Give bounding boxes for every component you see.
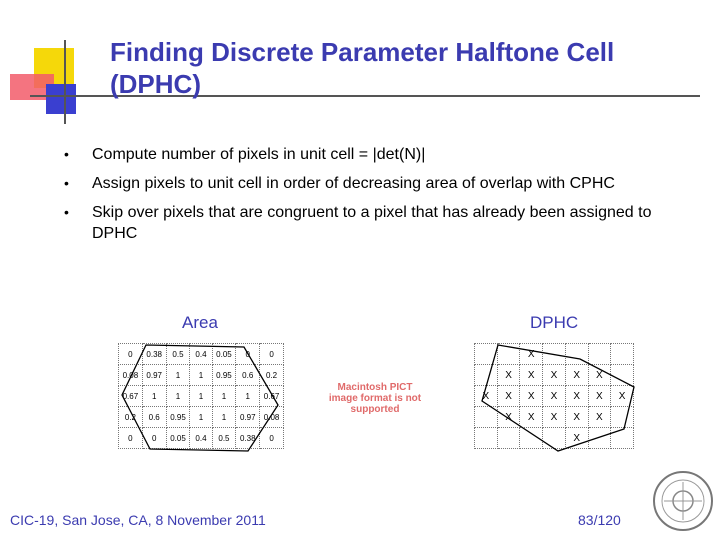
area-cell: 0	[142, 428, 166, 449]
area-cell: 0.5	[212, 428, 236, 449]
dphc-figure-title: DPHC	[530, 313, 579, 332]
area-cell: 0.38	[236, 428, 260, 449]
dphc-cell	[543, 428, 566, 449]
dphc-cell	[611, 344, 634, 365]
grid-row	[119, 386, 284, 407]
footer-page-number: 83/120	[578, 512, 621, 528]
area-cell: 1	[166, 365, 190, 386]
dphc-cell	[611, 407, 634, 428]
pict-unsupported-notice: Macintosh PICT image format is not supported	[328, 382, 422, 415]
area-cell: 0.97	[236, 407, 260, 428]
area-cell: 1	[212, 407, 236, 428]
grid-row	[119, 365, 284, 386]
bullet-text: Compute number of pixels in unit cell = |det(N)|	[92, 146, 426, 163]
grid-row	[475, 428, 634, 449]
area-cell: 0.05	[212, 344, 236, 365]
dphc-cell	[565, 344, 588, 365]
dphc-cell	[475, 428, 498, 449]
area-cell: 1	[142, 386, 166, 407]
area-cell: 0.67	[260, 386, 284, 407]
dphc-cell: X	[543, 407, 566, 428]
area-cell: 0.2	[119, 407, 143, 428]
dphc-cell	[497, 344, 520, 365]
dphc-cell: X	[588, 407, 611, 428]
slide-title: Finding Discrete Parameter Halftone Cell (DPHC)	[110, 37, 615, 99]
dphc-cell: X	[565, 386, 588, 407]
area-cell: 0.08	[119, 365, 143, 386]
area-cell: 1	[190, 365, 212, 386]
grid-row	[475, 344, 634, 365]
area-cell: 1	[190, 386, 212, 407]
dphc-cell	[475, 365, 498, 386]
dphc-cell: X	[497, 386, 520, 407]
bullet-item	[60, 144, 680, 165]
area-cell: 1	[236, 386, 260, 407]
area-cell: 1	[166, 386, 190, 407]
area-cell: 0.67	[119, 386, 143, 407]
dphc-cell	[497, 428, 520, 449]
area-cell: 0.08	[260, 407, 284, 428]
dphc-cell: X	[520, 365, 543, 386]
area-cell: 0.6	[142, 407, 166, 428]
area-cell: 1	[212, 386, 236, 407]
area-cell: 0	[119, 344, 143, 365]
dphc-cell	[475, 344, 498, 365]
grid-row	[475, 365, 634, 386]
bullet-item	[60, 202, 680, 244]
decor-vertical-line	[64, 40, 66, 124]
area-cell: 1	[190, 407, 212, 428]
dphc-cell	[588, 428, 611, 449]
dphc-cell	[611, 428, 634, 449]
grid-row	[475, 407, 634, 428]
area-cell: 0.05	[166, 428, 190, 449]
dphc-cell: X	[497, 407, 520, 428]
dphc-cell	[475, 407, 498, 428]
bullet-symbol: •	[64, 146, 69, 162]
dphc-grid	[474, 343, 634, 449]
dphc-cell	[520, 428, 543, 449]
area-cell: 0.38	[142, 344, 166, 365]
decor-blue-square	[46, 84, 76, 114]
dphc-cell: X	[520, 386, 543, 407]
dphc-cell: X	[588, 365, 611, 386]
area-cell: 0	[260, 344, 284, 365]
area-cell: 0	[236, 344, 260, 365]
dphc-cell: X	[611, 386, 634, 407]
dphc-cell: X	[565, 365, 588, 386]
area-cell: 0	[260, 428, 284, 449]
bullet-symbol: •	[64, 204, 69, 220]
area-figure-title: Area	[182, 313, 218, 332]
dphc-cell: X	[565, 428, 588, 449]
bullet-list	[60, 144, 680, 252]
bullet-text: Skip over pixels that are congruent to a pixel that has already been assigned to DPHC	[92, 204, 652, 242]
bullet-item	[60, 173, 680, 194]
dphc-cell: X	[497, 365, 520, 386]
dphc-cell: X	[588, 386, 611, 407]
area-cell: 0.4	[190, 428, 212, 449]
dphc-cell: X	[543, 365, 566, 386]
dphc-cell: X	[520, 407, 543, 428]
footer-conference: CIC-19, San Jose, CA, 8 November 2011	[10, 512, 266, 528]
university-seal-logo	[652, 470, 714, 532]
bullet-symbol: •	[64, 175, 69, 191]
area-cell: 0.97	[142, 365, 166, 386]
area-grid	[118, 343, 284, 449]
grid-row	[119, 428, 284, 449]
grid-row	[475, 386, 634, 407]
dphc-cell	[611, 365, 634, 386]
area-cell: 0	[119, 428, 143, 449]
area-cell: 0.95	[212, 365, 236, 386]
area-cell: 0.5	[166, 344, 190, 365]
area-cell: 0.2	[260, 365, 284, 386]
area-cell: 0.4	[190, 344, 212, 365]
area-cell: 0.95	[166, 407, 190, 428]
dphc-cell	[588, 344, 611, 365]
grid-row	[119, 344, 284, 365]
dphc-cell	[543, 344, 566, 365]
area-cell: 0.6	[236, 365, 260, 386]
dphc-cell: X	[520, 344, 543, 365]
grid-row	[119, 407, 284, 428]
dphc-cell: X	[543, 386, 566, 407]
dphc-cell: X	[565, 407, 588, 428]
bullet-text: Assign pixels to unit cell in order of decreasing area of overlap with CPHC	[92, 175, 615, 192]
dphc-cell: X	[475, 386, 498, 407]
